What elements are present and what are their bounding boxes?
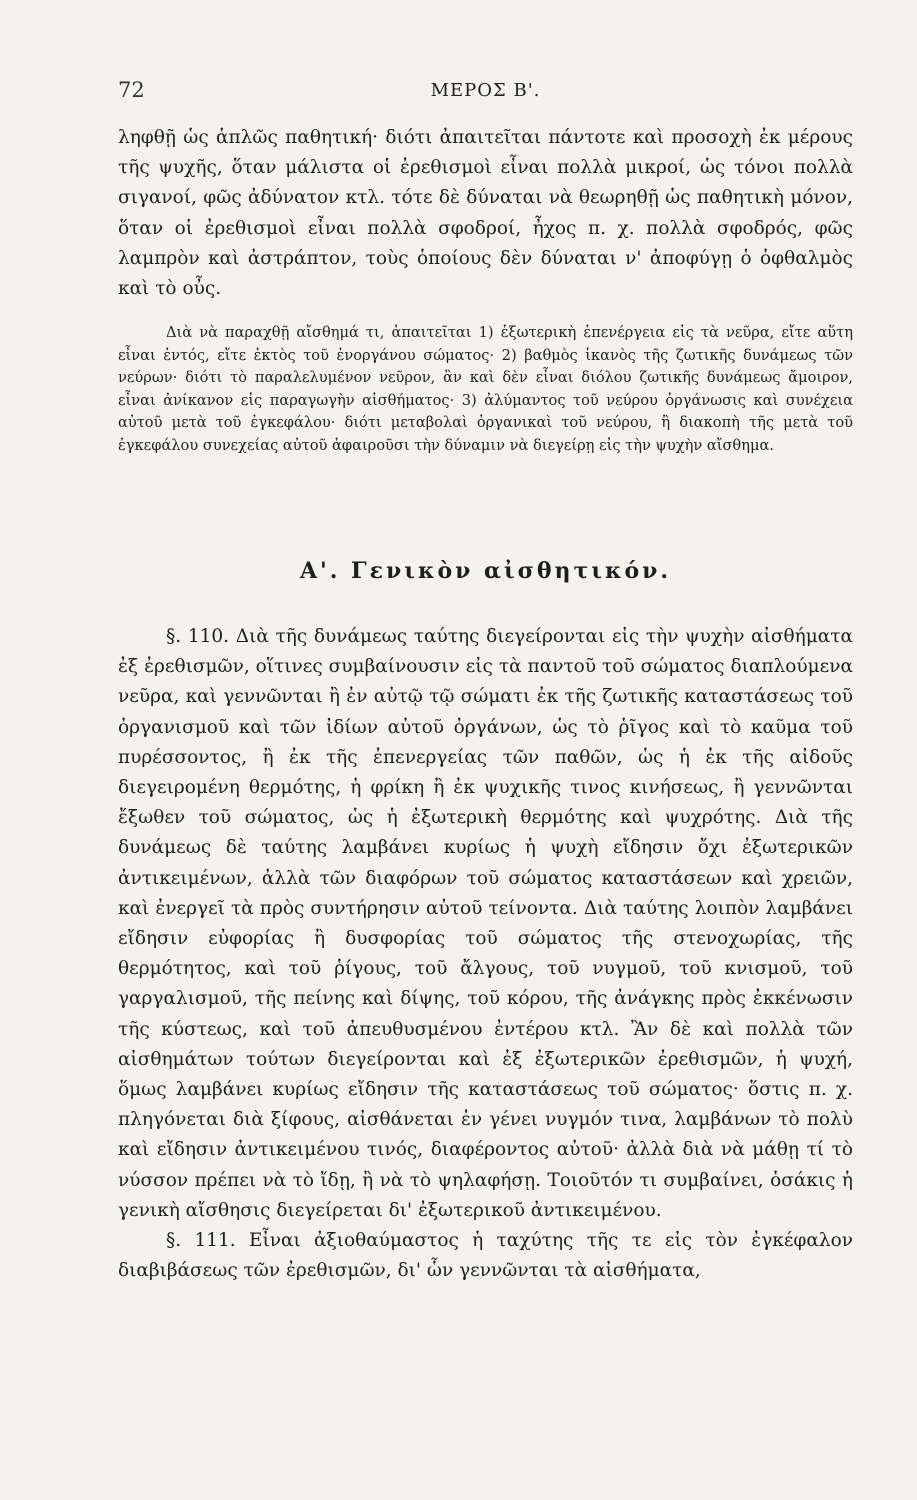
section-heading: Α'. Γενικὸν αἰσθητικόν. — [299, 558, 672, 584]
running-head: ΜΕΡΟΣ Β'. — [430, 80, 541, 101]
paragraph-110: §. 110. Διὰ τῆς δυνάμεως ταύτης διεγείρονται εἰς τὴν ψυχὴν αἰσθήματα ἐξ ἐρεθισμῶν, οἵτινες συμβαίνουσιν εἰς τὰ παντοῦ τοῦ σώματος διαπλούμενα νεῦρα, καὶ γεννῶνται ἢ ἐν αὐτῷ τῷ σώματι ἐκ τῆς ζωτικῆς καταστάσεως τοῦ ὀργανισμοῦ καὶ τῶν ἰδίων αὐτοῦ ὀργάνων, ὡς τὸ ῥῖγος καὶ τὸ καῦμα τοῦ πυρέσσοντος, ἢ ἐκ τῆς ἐπενεργείας τῶν παθῶν, ὡς ἡ ἐκ τῆς αἰδοῦς διεγειρομένη θερμότης, ἡ φρίκη ἢ ἐκ ψυχικῆς τινος κινήσεως, ἢ γεννῶνται ἔξωθεν τοῦ σώματος, ὡς ἡ ἐξωτερικὴ θερμότης καὶ ψυχρότης. Διὰ τῆς δυνάμεως δὲ ταύτης λαμβάνει κυρίως ἡ ψυχὴ εἴδησιν ὄχι ἐξωτερικῶν ἀντικειμένων, ἀλλὰ τῶν διαφόρων τοῦ σώματος καταστάσεων καὶ χρειῶν, καὶ ἐνεργεῖ τὰ πρὸς συντήρησιν αὐτοῦ τείνοντα. Διὰ ταύτης λοιπὸν λαμβάνει εἴδησιν εὐφορίας ἢ δυσφορίας τοῦ σώματος τῆς στενοχωρίας, τῆς θερμότητος, καὶ τοῦ ῥίγους, τοῦ ἄλγους, τοῦ νυγμοῦ, τοῦ κνισμοῦ, τοῦ γαργαλισμοῦ, τῆς πείνης καὶ δίψης, τοῦ κόρου, τῆς ἀνάγκης πρὸς ἐκκένωσιν τῆς κύστεως, καὶ τοῦ ἀπευθυσμένου ἐντέρου κτλ. Ἂν δὲ καὶ πολλὰ τῶν αἰσθημάτων τούτων διεγείρονται καὶ ἐξ ἐξωτερικῶν ἐρεθισμῶν, ἡ ψυχή, ὅμως λαμβάνει κυρίως εἴδησιν τῆς καταστάσεως τοῦ σώματος· ὅστις π. χ. πληγόνεται διὰ ξίφους, αἰσθάνεται ἐν γένει νυγμόν τινα, λαμβάνων τὸ πολὺ καὶ εἴδησιν ἀντικειμένου τινός, διαφέροντος αὐτοῦ· ἀλλὰ διὰ νὰ μάθῃ τί τὸ νύσσον πρέπει νὰ τὸ ἴδῃ, ἢ νὰ τὸ ψηλαφήσῃ. Τοιοῦτόν τι συμβαίνει, ὁσάκις ἡ γενικὴ αἴσθησις διεγείρεται δι' ἐξωτερικοῦ ἀντικειμένου. — [118, 626, 853, 1221]
page-number: 72 — [118, 78, 145, 102]
paragraph-continuation: ληφθῇ ὡς ἁπλῶς παθητική· διότι ἀπαιτεῖται πάντοτε καὶ προσοχὴ ἐκ μέρους τῆς ψυχῆς, ὅταν μάλιστα οἱ ἐρεθισμοὶ εἶναι πολλὰ μικροί, ὡς τόνοι πολλὰ σιγανοί, φῶς ἀδύνατον κτλ. τότε δὲ δύναται νὰ θεωρηθῇ ὡς παθητικὴ μόνον, ὅταν οἱ ἐρεθισμοὶ εἶναι πολλὰ σφοδροί, ἦχος π. χ. πολλὰ σφοδρός, φῶς λαμπρὸν καὶ ἀστράπτον, τοὺς ὁποίους δὲν δύναται ν' ἀποφύγῃ ὁ ὀφθαλμὸς καὶ τὸ οὖς. — [118, 127, 853, 300]
section-heading-wrap — [118, 558, 853, 584]
page-header — [118, 78, 853, 108]
text-block-small — [118, 322, 853, 458]
paragraph-111: §. 111. Εἶναι ἀξιοθαύμαστος ἡ ταχύτης τῆς τε εἰς τὸν ἐγκέφαλον διαβιβάσεως τῶν ἐρεθισμῶν, δι' ὧν γεννῶνται τὰ αἰσθήματα, — [118, 1230, 853, 1282]
paragraph-conditions: Διὰ νὰ παραχθῇ αἴσθημά τι, ἀπαιτεῖται 1) ἐξωτερικὴ ἐπενέργεια εἰς τὰ νεῦρα, εἴτε αὕτη εἶναι ἐντός, εἴτε ἐκτὸς τοῦ ἐνοργάνου σώματος· 2) βαθμὸς ἱκανὸς τῆς ζωτικῆς δυνάμεως τῶν νεύρων· διότι τὸ παραλελυμένον νεῦρον, ἂν καὶ δὲν εἶναι διόλου ζωτικῆς δυνάμεως ἄμοιρον, εἶναι ἀνίκανον εἰς παραγωγὴν αἰσθήματος· 3) ἀλύμαντος τοῦ νεύρου ὀργάνωσις καὶ συνέχεια αὐτοῦ μετὰ τοῦ ἐγκεφάλου· διότι μεταβολαὶ ὀργανικαὶ τοῦ νεύρου, ἢ διακοπὴ τῆς μετὰ τοῦ ἐγκεφάλου συνεχείας αὐτοῦ ἀφαιροῦσι τὴν δύναμιν νὰ διεγείρῃ εἰς τὴν ψυχὴν αἴσθημα. — [118, 324, 853, 454]
text-block-main — [118, 622, 853, 1286]
text-block-top — [118, 123, 853, 304]
